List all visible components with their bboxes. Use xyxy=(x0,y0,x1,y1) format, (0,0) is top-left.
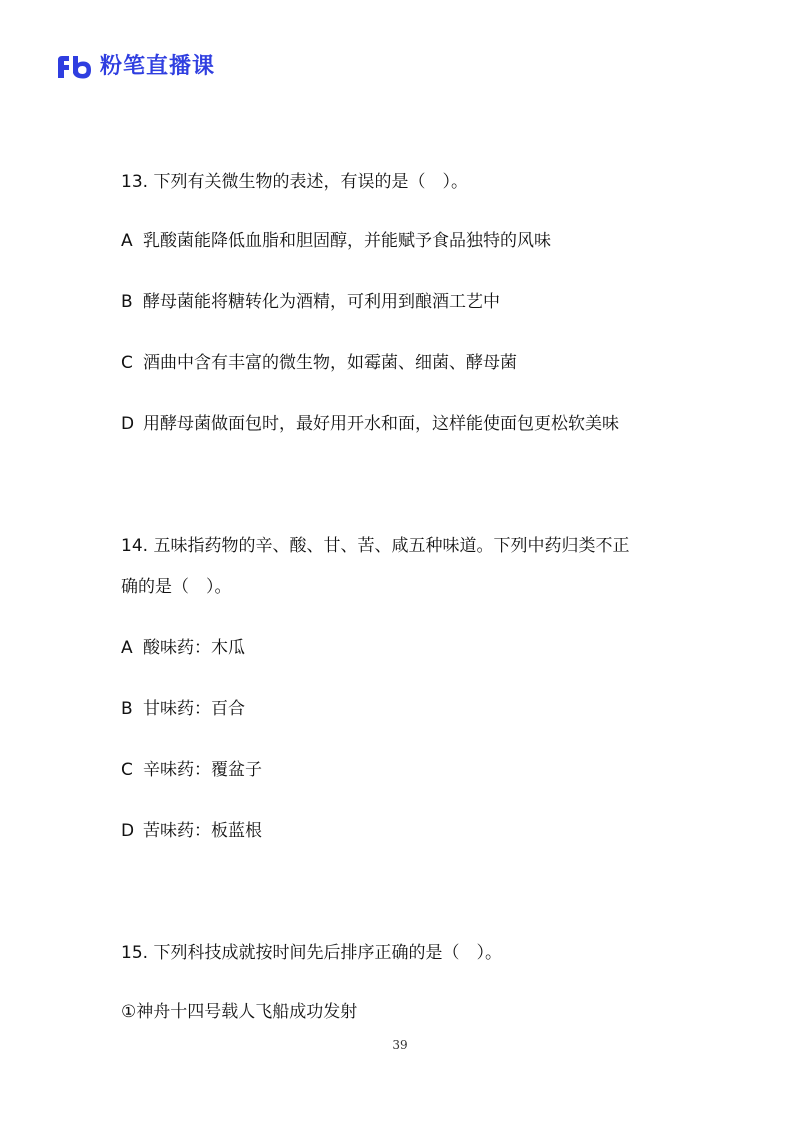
question-13-stem: 13. 下列有关微生物的表述，有误的是（ ）。 xyxy=(121,172,468,192)
question-14-stem-line1: 14. 五味指药物的辛、酸、甘、苦、咸五种味道。下列中药归类不正 xyxy=(121,536,630,556)
option-letter: D xyxy=(121,414,135,434)
question-13-option-c xyxy=(121,351,517,375)
option-text: 酵母菌能将糖转化为酒精，可利用到酿酒工艺中 xyxy=(143,292,500,312)
page-number: 39 xyxy=(392,1038,408,1052)
question-14-option-a xyxy=(121,636,245,660)
option-letter: C xyxy=(121,760,133,780)
question-13-option-a xyxy=(121,229,551,253)
question-13-option-d xyxy=(121,412,619,436)
option-letter: B xyxy=(121,699,133,719)
option-text: 甘味药：百合 xyxy=(143,699,245,719)
brand-header xyxy=(56,52,215,82)
option-text: 乳酸菌能降低血脂和胆固醇，并能赋予食品独特的风味 xyxy=(143,231,551,251)
option-letter: A xyxy=(121,231,133,251)
question-13-option-b xyxy=(121,290,500,314)
option-letter: C xyxy=(121,353,133,373)
option-text: 酒曲中含有丰富的微生物，如霉菌、细菌、酵母菌 xyxy=(143,353,517,373)
question-14-option-b xyxy=(121,697,245,721)
question-15-item-1: ①神舟十四号载人飞船成功发射 xyxy=(121,1002,358,1022)
option-letter: A xyxy=(121,638,133,658)
question-14-option-c xyxy=(121,758,262,782)
option-text: 辛味药：覆盆子 xyxy=(143,760,262,780)
question-14-option-d xyxy=(121,819,262,843)
option-letter: B xyxy=(121,292,133,312)
option-text: 酸味药：木瓜 xyxy=(143,638,245,658)
option-text: 用酵母菌做面包时，最好用开水和面，这样能使面包更松软美味 xyxy=(143,414,619,434)
question-14-stem-line2: 确的是（ ）。 xyxy=(121,577,232,597)
option-text: 苦味药：板蓝根 xyxy=(143,821,262,841)
option-letter: D xyxy=(121,821,135,841)
brand-name: 粉笔直播课 xyxy=(100,54,216,79)
fenbi-logo-icon xyxy=(56,54,94,80)
question-15-stem: 15. 下列科技成就按时间先后排序正确的是（ ）。 xyxy=(121,943,502,963)
